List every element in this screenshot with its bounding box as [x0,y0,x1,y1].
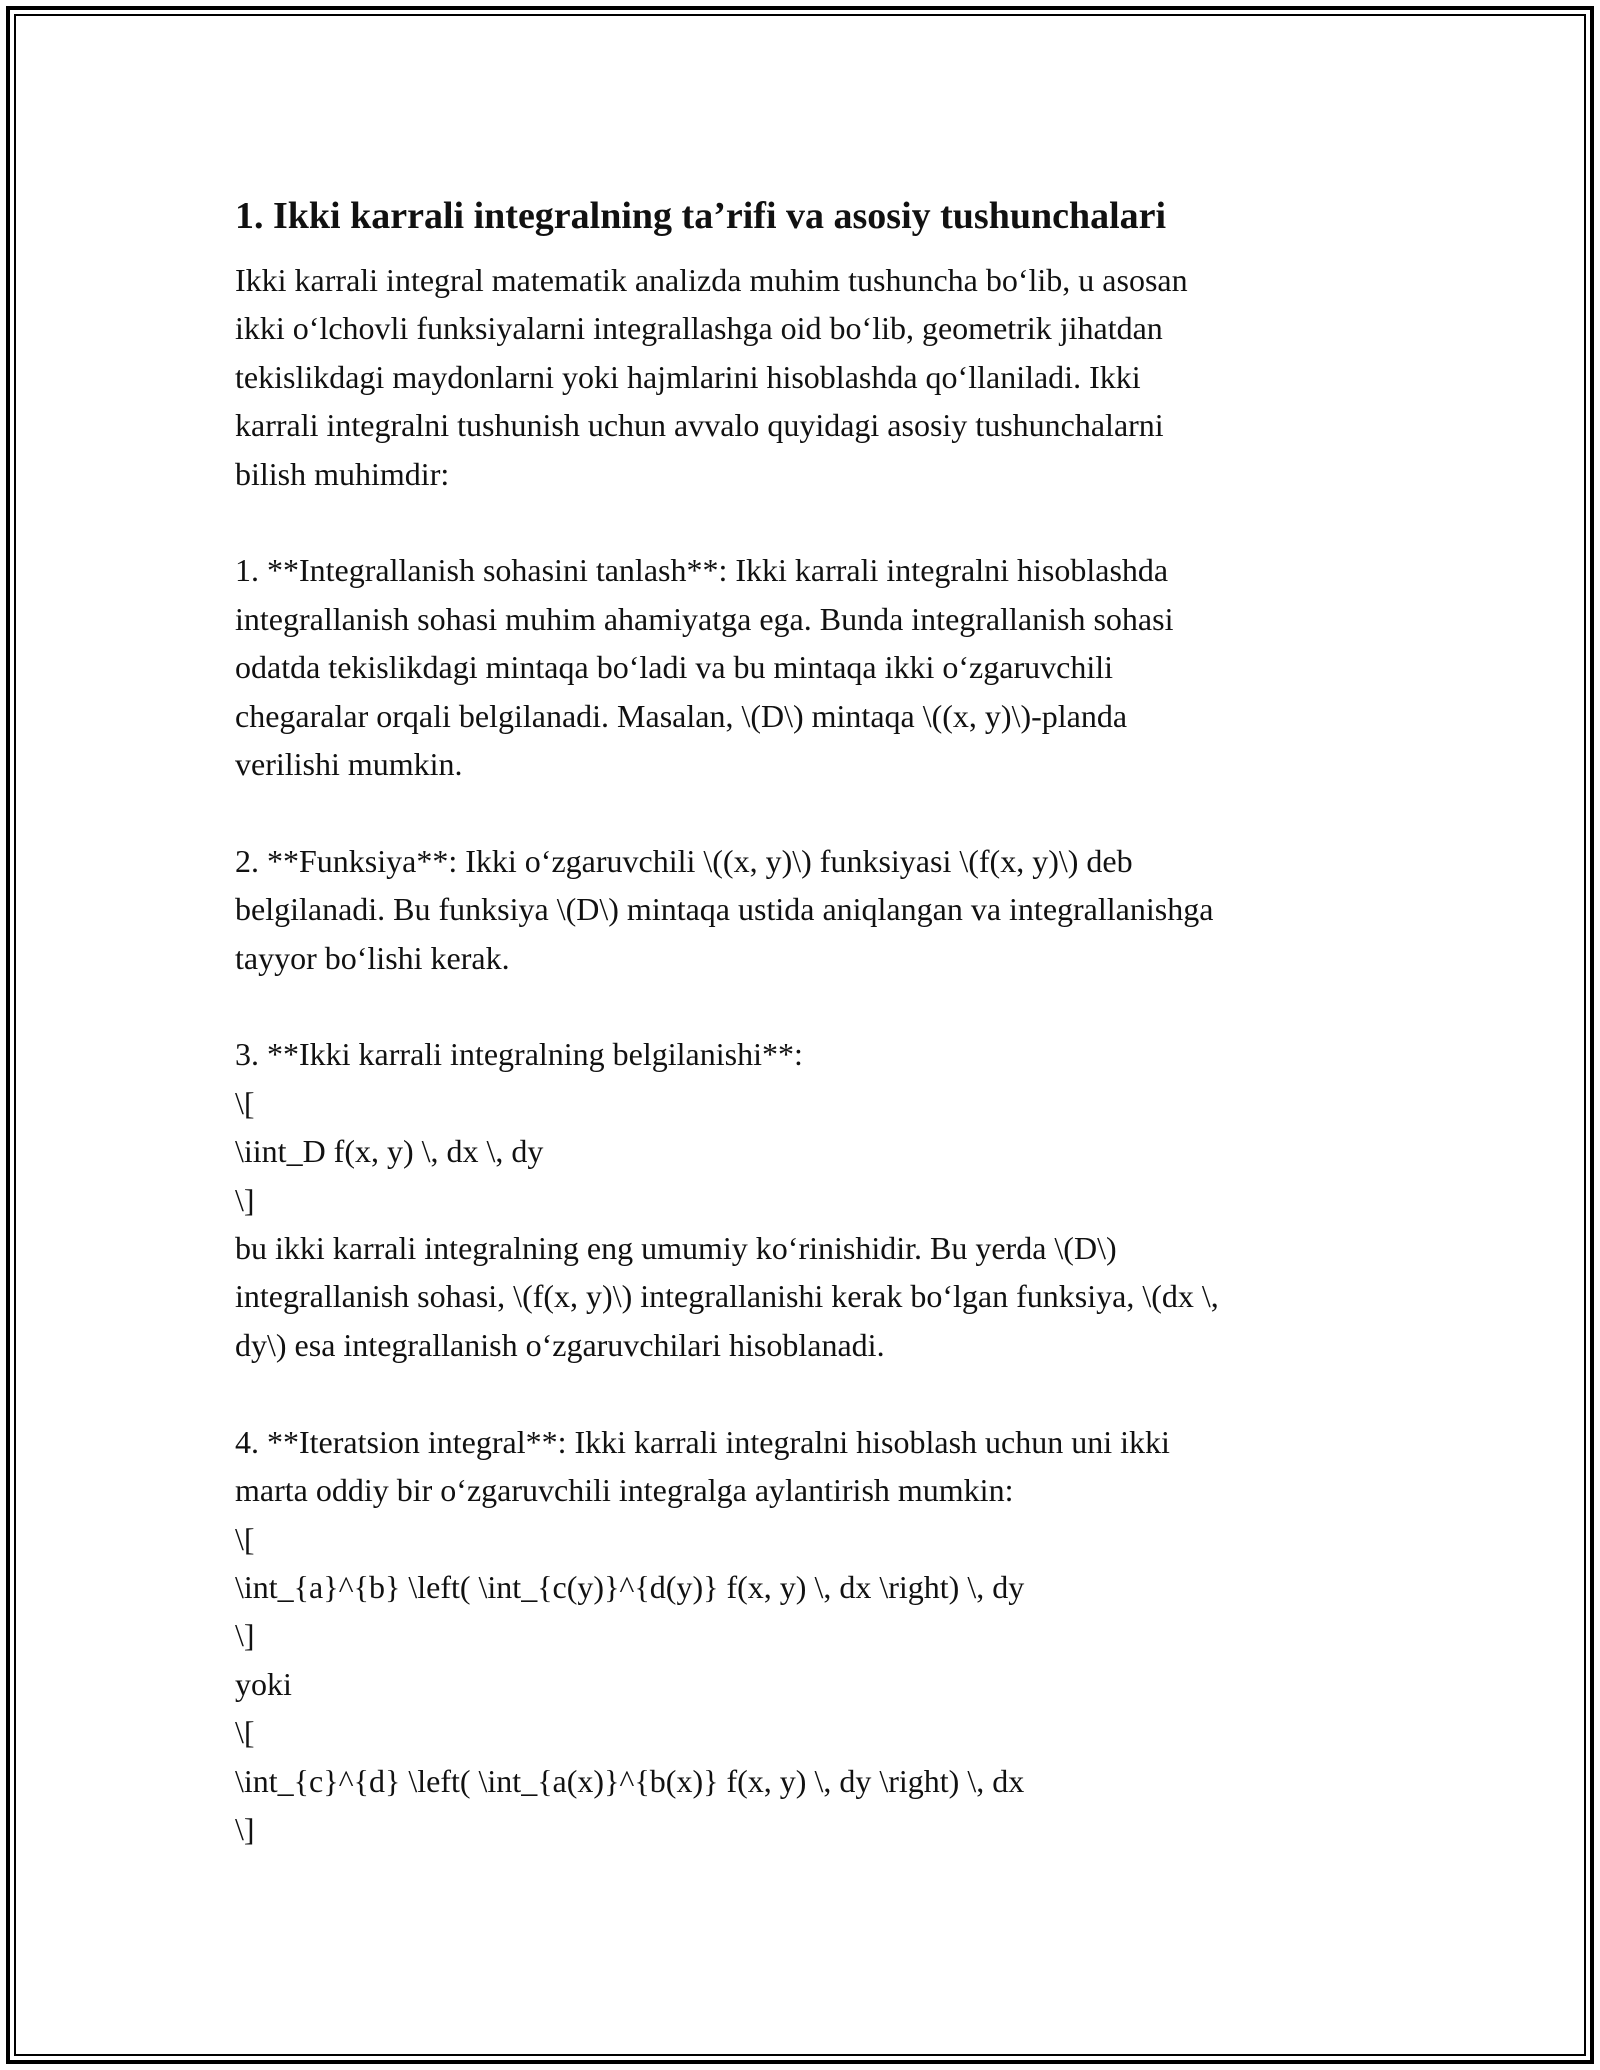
text-line: 3. **Ikki karrali integralning belgilanishi**: [235,1036,803,1073]
text-line: \[ [235,1520,255,1557]
text-line: \[ [235,1084,255,1121]
section-heading: 1. Ikki karrali integralning ta’rifi va asosiy tushunchalari [235,195,1167,237]
text-line: \int_{c}^{d} \left( \int_{a(x)}^{b(x)} f(x, y) \, dy \right) \, dx [235,1762,1025,1799]
text-line: odatda tekislikdagi mintaqa bo‘ladi va bu mintaqa ikki o‘zgaruvchili [235,649,1113,686]
text-line: integrallanish sohasi, \(f(x, y)\) integrallanishi kerak bo‘lgan funksiya, \(dx \, [235,1278,1219,1315]
text-line: marta oddiy bir o‘zgaruvchili integralga aylantirish mumkin: [235,1472,1014,1509]
text-line: bu ikki karrali integralning eng umumiy ko‘rinishidir. Bu yerda \(D\) [235,1230,1117,1267]
text-line: karrali integralni tushunish uchun avvalo quyidagi asosiy tushunchalarni [235,407,1164,444]
text-line: Ikki karrali integral matematik analizda muhim tushuncha bo‘lib, u asosan [235,262,1188,298]
text-line: yoki [235,1665,292,1702]
text-line [235,982,1385,1030]
text-line [235,1369,1385,1417]
text-line: chegaralar orqali belgilanadi. Masalan, \(D\) mintaqa \((x, y)\)-planda [235,697,1128,734]
document-page [235,190,1385,1853]
text-line: 4. **Iteratsion integral**: Ikki karrali integralni hisoblash uchun uni ikki [235,1423,1170,1460]
text-line: tayyor bo‘lishi kerak. [235,939,510,976]
text-line: 2. **Funksiya**: Ikki o‘zgaruvchili \((x, y)\) funksiyasi \(f(x, y)\) deb [235,842,1133,879]
text-line [235,498,1385,546]
text-line: dy\) esa integrallanish o‘zgaruvchilari hisoblanadi. [235,1326,885,1363]
text-line: \] [235,1181,255,1218]
text-line [235,788,1385,836]
text-line: bilish muhimdir: [235,455,450,492]
text-line: 1. **Integrallanish sohasini tanlash**: Ikki karrali integralni hisoblashda [235,552,1169,589]
text-line: \] [235,1810,255,1847]
text-line: \[ [235,1714,255,1751]
text-line: \int_{a}^{b} \left( \int_{c(y)}^{d(y)} f(x, y) \, dx \right) \, dy [235,1568,1025,1605]
text-line: verilishi mumkin. [235,746,463,783]
text-line: ikki o‘lchovli funksiyalarni integrallashga oid bo‘lib, geometrik jihatdan [235,310,1163,347]
text-line: belgilanadi. Bu funksiya \(D\) mintaqa ustida aniqlangan va integrallanishga [235,891,1214,928]
text-line: integrallanish sohasi muhim ahamiyatga ega. Bunda integrallanish sohasi [235,600,1174,637]
document-body [235,256,1385,1853]
text-line: \] [235,1617,255,1654]
text-line: tekislikdagi maydonlarni yoki hajmlarini hisoblashda qo‘llaniladi. Ikki [235,358,1141,395]
text-line: \iint_D f(x, y) \, dx \, dy [235,1133,544,1170]
